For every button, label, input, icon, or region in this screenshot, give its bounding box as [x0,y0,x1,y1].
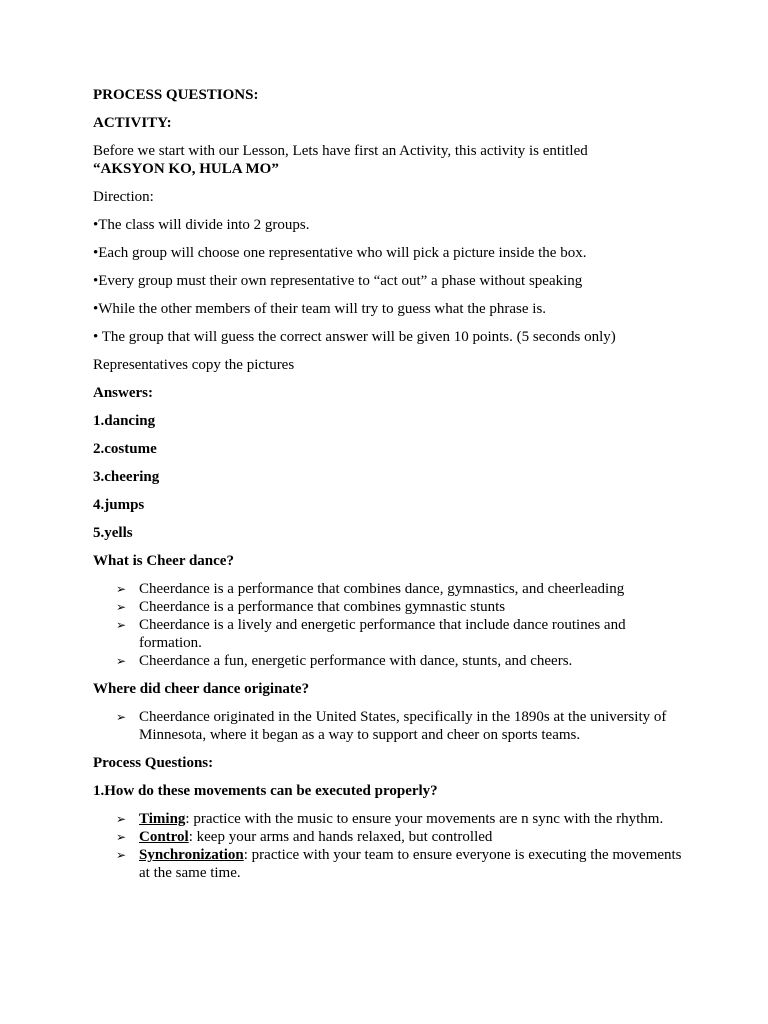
activity-title: “AKSYON KO, HULA MO” [93,161,279,177]
process-questions-label: Process Questions: [93,755,214,771]
answer-item: 2.costume [93,441,157,457]
arrow-bullet-icon: ➢ [116,618,127,632]
direction-item: •While the other members of their team will try to guess what the phrase is. [93,301,547,317]
representatives-note: Representatives copy the pictures [93,357,295,373]
execution-tip-item [93,810,683,828]
arrow-bullet-icon: ➢ [116,710,127,724]
execution-tips-list [93,810,683,882]
cheer-definition-item [93,598,683,616]
origin-answer-item [93,708,683,744]
process-questions-heading: PROCESS QUESTIONS: [93,87,259,103]
cheer-definition-item [93,652,683,670]
arrow-bullet-icon: ➢ [116,848,127,862]
tip-text: : keep your arms and hands relaxed, but controlled [188,829,493,845]
tip-term: Control [139,829,189,845]
document-page [93,86,683,892]
direction-label: Direction: [93,189,154,205]
tip-text: : practice with the music to ensure your movements are n sync with the rhythm. [185,811,664,827]
cheer-definition-text: Cheerdance is a performance that combines gymnastic stunts [139,599,506,615]
tip-term: Timing [139,811,186,827]
cheer-definition-text: Cheerdance is a performance that combines dance, gymnastics, and cheerleading [139,581,625,597]
tip-term: Synchronization [139,847,244,863]
arrow-bullet-icon: ➢ [116,830,127,844]
cheer-definition-text: Cheerdance is a lively and energetic performance that include dance routines and formation. [139,617,626,651]
answers-label: Answers: [93,385,153,401]
arrow-bullet-icon: ➢ [116,600,127,614]
tip-text: : practice with your team to ensure everyone is executing the movements at the same time. [139,847,682,881]
answer-item: 4.jumps [93,497,145,513]
arrow-bullet-icon: ➢ [116,582,127,596]
answer-item: 3.cheering [93,469,160,485]
arrow-bullet-icon: ➢ [116,654,127,668]
activity-heading: ACTIVITY: [93,115,172,131]
direction-item: • The group that will guess the correct answer will be given 10 points. (5 seconds only) [93,329,616,345]
answer-item: 1.dancing [93,413,156,429]
answer-item: 5.yells [93,525,133,541]
direction-item: •Every group must their own representative to “act out” a phase without speaking [93,273,583,289]
intro-text: Before we start with our Lesson, Lets have first an Activity, this activity is entitled [93,143,588,159]
origin-question: Where did cheer dance originate? [93,681,310,697]
execution-tip-item [93,846,683,882]
origin-answer-text: Cheerdance originated in the United States, specifically in the 1890s at the university of Minnesota, where it began as a way to support and cheer on sports teams. [139,709,667,743]
direction-item: •Each group will choose one representative who will pick a picture inside the box. [93,245,587,261]
process-question-1: 1.How do these movements can be executed properly? [93,783,438,799]
cheer-definition-item [93,616,683,652]
arrow-bullet-icon: ➢ [116,812,127,826]
activity-intro [93,142,683,178]
cheer-definition-list [93,580,683,670]
origin-answer-list [93,708,683,744]
direction-item: •The class will divide into 2 groups. [93,217,310,233]
execution-tip-item [93,828,683,846]
cheer-definition-item [93,580,683,598]
cheer-question: What is Cheer dance? [93,553,234,569]
cheer-definition-text: Cheerdance a fun, energetic performance with dance, stunts, and cheers. [139,653,573,669]
